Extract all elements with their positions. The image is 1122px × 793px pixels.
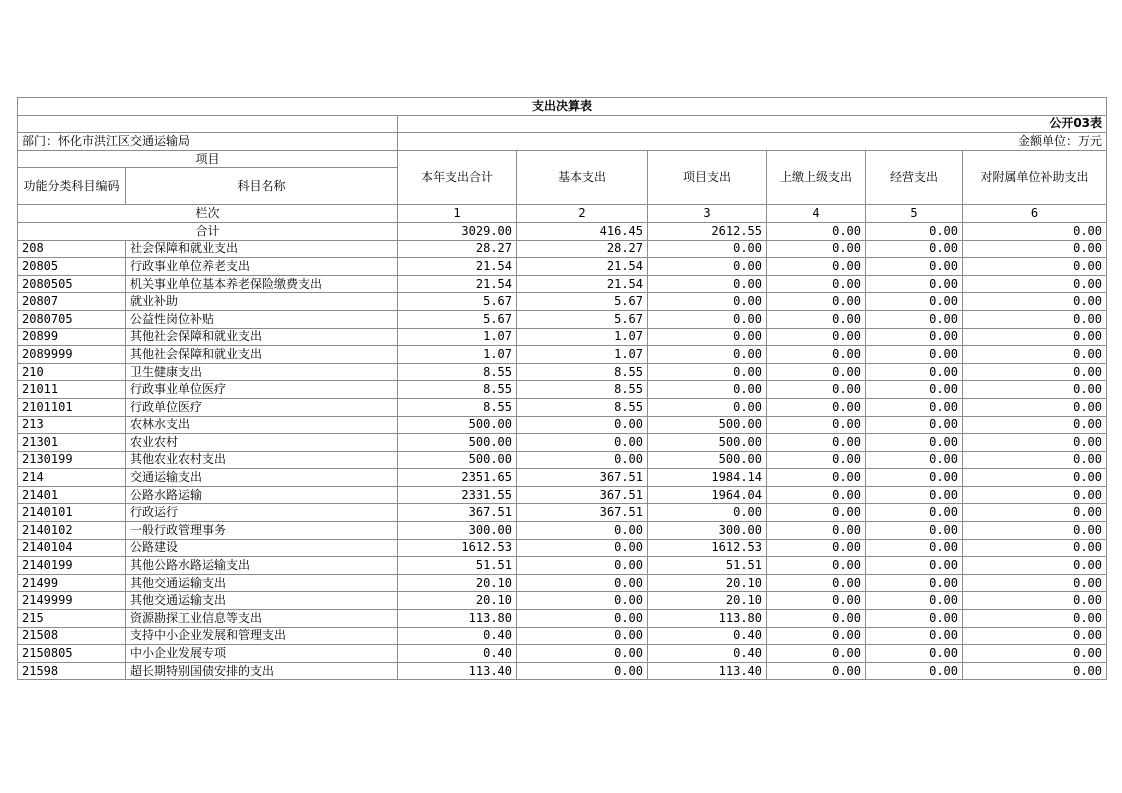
row-total: 500.00 [398, 451, 517, 469]
row-upper: 0.00 [767, 486, 866, 504]
row-business: 0.00 [866, 504, 963, 522]
row-total: 20.10 [398, 574, 517, 592]
table-row [18, 627, 1107, 645]
table-row [18, 557, 1107, 575]
row-basic: 0.00 [517, 557, 648, 575]
row-name: 农业农村 [126, 434, 398, 452]
form-number: 公开03表 [398, 115, 1107, 133]
row-name: 其他交通运输支出 [126, 574, 398, 592]
row-code: 21508 [18, 627, 126, 645]
row-upper: 0.00 [767, 574, 866, 592]
row-name: 就业补助 [126, 293, 398, 311]
row-code: 2140104 [18, 539, 126, 557]
department-label: 部门：怀化市洪江区交通运输局 [18, 133, 398, 151]
row-subsidy: 0.00 [963, 610, 1107, 628]
row-subsidy: 0.00 [963, 451, 1107, 469]
row-basic: 0.00 [517, 662, 648, 680]
header-upper: 上缴上级支出 [767, 150, 866, 205]
row-subsidy: 0.00 [963, 346, 1107, 364]
column-index-6: 6 [963, 205, 1107, 223]
row-basic: 0.00 [517, 574, 648, 592]
row-business: 0.00 [866, 416, 963, 434]
row-code: 213 [18, 416, 126, 434]
row-basic: 0.00 [517, 627, 648, 645]
column-index-label: 栏次 [18, 205, 398, 223]
row-business: 0.00 [866, 293, 963, 311]
row-name: 机关事业单位基本养老保险缴费支出 [126, 275, 398, 293]
row-business: 0.00 [866, 627, 963, 645]
row-total: 0.40 [398, 627, 517, 645]
column-index-3: 3 [648, 205, 767, 223]
row-total: 8.55 [398, 398, 517, 416]
row-name: 中小企业发展专项 [126, 645, 398, 663]
row-total: 113.40 [398, 662, 517, 680]
row-total: 367.51 [398, 504, 517, 522]
column-index-2: 2 [517, 205, 648, 223]
row-name: 行政运行 [126, 504, 398, 522]
row-project: 113.80 [648, 610, 767, 628]
row-code: 21401 [18, 486, 126, 504]
row-code: 20899 [18, 328, 126, 346]
row-upper: 0.00 [767, 662, 866, 680]
row-subsidy: 0.00 [963, 522, 1107, 540]
row-total: 1612.53 [398, 539, 517, 557]
row-business: 0.00 [866, 645, 963, 663]
row-code: 21499 [18, 574, 126, 592]
row-basic: 5.67 [517, 293, 648, 311]
row-total: 2351.65 [398, 469, 517, 487]
row-upper: 0.00 [767, 398, 866, 416]
row-project: 1984.14 [648, 469, 767, 487]
row-project: 0.00 [648, 293, 767, 311]
row-basic: 0.00 [517, 539, 648, 557]
title-row [18, 98, 1107, 116]
row-code: 20805 [18, 258, 126, 276]
row-upper: 0.00 [767, 293, 866, 311]
row-upper: 0.00 [767, 416, 866, 434]
row-basic: 8.55 [517, 381, 648, 399]
row-upper: 0.00 [767, 240, 866, 258]
row-business: 0.00 [866, 451, 963, 469]
row-basic: 8.55 [517, 363, 648, 381]
total-total: 3029.00 [398, 222, 517, 240]
row-basic: 21.54 [517, 275, 648, 293]
row-upper: 0.00 [767, 258, 866, 276]
row-business: 0.00 [866, 398, 963, 416]
table-title: 支出决算表 [18, 98, 1107, 116]
row-project: 0.00 [648, 240, 767, 258]
row-code: 2101101 [18, 398, 126, 416]
row-name: 公路水路运输 [126, 486, 398, 504]
row-business: 0.00 [866, 258, 963, 276]
row-name: 公益性岗位补贴 [126, 310, 398, 328]
row-name: 其他社会保障和就业支出 [126, 328, 398, 346]
row-project: 1612.53 [648, 539, 767, 557]
row-total: 1.07 [398, 328, 517, 346]
row-subsidy: 0.00 [963, 328, 1107, 346]
row-project: 20.10 [648, 592, 767, 610]
row-project: 0.00 [648, 310, 767, 328]
header-name: 科目名称 [126, 168, 398, 205]
row-project: 300.00 [648, 522, 767, 540]
row-name: 其他公路水路运输支出 [126, 557, 398, 575]
row-project: 0.00 [648, 328, 767, 346]
row-code: 2140199 [18, 557, 126, 575]
table-row [18, 539, 1107, 557]
row-total: 8.55 [398, 363, 517, 381]
row-name: 卫生健康支出 [126, 363, 398, 381]
row-name: 农林水支出 [126, 416, 398, 434]
column-index-5: 5 [866, 205, 963, 223]
row-upper: 0.00 [767, 328, 866, 346]
row-code: 21301 [18, 434, 126, 452]
table-row [18, 293, 1107, 311]
row-name: 行政事业单位医疗 [126, 381, 398, 399]
row-basic: 0.00 [517, 522, 648, 540]
row-code: 21011 [18, 381, 126, 399]
unit-label: 金额单位：万元 [398, 133, 1107, 151]
row-name: 交通运输支出 [126, 469, 398, 487]
table-row [18, 328, 1107, 346]
table-row [18, 434, 1107, 452]
row-subsidy: 0.00 [963, 434, 1107, 452]
total-row [18, 222, 1107, 240]
row-total: 20.10 [398, 592, 517, 610]
row-basic: 5.67 [517, 310, 648, 328]
row-basic: 0.00 [517, 592, 648, 610]
row-business: 0.00 [866, 328, 963, 346]
table-row [18, 346, 1107, 364]
row-name: 社会保障和就业支出 [126, 240, 398, 258]
row-total: 500.00 [398, 434, 517, 452]
row-name: 行政单位医疗 [126, 398, 398, 416]
row-code: 210 [18, 363, 126, 381]
row-project: 1964.04 [648, 486, 767, 504]
table-row [18, 574, 1107, 592]
row-basic: 367.51 [517, 504, 648, 522]
header-project: 项目支出 [648, 150, 767, 205]
header-item: 项目 [18, 150, 398, 168]
row-upper: 0.00 [767, 610, 866, 628]
row-business: 0.00 [866, 522, 963, 540]
row-upper: 0.00 [767, 310, 866, 328]
table-row [18, 451, 1107, 469]
row-total: 21.54 [398, 275, 517, 293]
row-total: 21.54 [398, 258, 517, 276]
row-project: 500.00 [648, 416, 767, 434]
row-code: 208 [18, 240, 126, 258]
table-row [18, 240, 1107, 258]
row-total: 5.67 [398, 310, 517, 328]
row-name: 行政事业单位养老支出 [126, 258, 398, 276]
row-code: 2140101 [18, 504, 126, 522]
row-business: 0.00 [866, 346, 963, 364]
row-basic: 28.27 [517, 240, 648, 258]
row-total: 113.80 [398, 610, 517, 628]
row-business: 0.00 [866, 240, 963, 258]
row-subsidy: 0.00 [963, 293, 1107, 311]
total-label: 合计 [18, 222, 398, 240]
row-code: 2080505 [18, 275, 126, 293]
row-project: 500.00 [648, 434, 767, 452]
row-upper: 0.00 [767, 504, 866, 522]
row-business: 0.00 [866, 275, 963, 293]
column-index-1: 1 [398, 205, 517, 223]
row-code: 2130199 [18, 451, 126, 469]
row-total: 51.51 [398, 557, 517, 575]
row-project: 0.00 [648, 275, 767, 293]
row-subsidy: 0.00 [963, 398, 1107, 416]
table-row [18, 610, 1107, 628]
row-project: 0.00 [648, 504, 767, 522]
row-subsidy: 0.00 [963, 645, 1107, 663]
row-name: 其他农业农村支出 [126, 451, 398, 469]
row-basic: 0.00 [517, 416, 648, 434]
table-row [18, 363, 1107, 381]
row-subsidy: 0.00 [963, 310, 1107, 328]
row-upper: 0.00 [767, 346, 866, 364]
row-name: 资源勘探工业信息等支出 [126, 610, 398, 628]
row-subsidy: 0.00 [963, 275, 1107, 293]
row-business: 0.00 [866, 486, 963, 504]
row-project: 113.40 [648, 662, 767, 680]
row-project: 20.10 [648, 574, 767, 592]
row-project: 51.51 [648, 557, 767, 575]
row-basic: 0.00 [517, 434, 648, 452]
table-row [18, 398, 1107, 416]
row-basic: 367.51 [517, 486, 648, 504]
row-name: 支持中小企业发展和管理支出 [126, 627, 398, 645]
row-total: 8.55 [398, 381, 517, 399]
row-subsidy: 0.00 [963, 240, 1107, 258]
total-subsidy: 0.00 [963, 222, 1107, 240]
row-upper: 0.00 [767, 627, 866, 645]
row-upper: 0.00 [767, 557, 866, 575]
row-project: 0.00 [648, 381, 767, 399]
row-total: 1.07 [398, 346, 517, 364]
total-project: 2612.55 [648, 222, 767, 240]
row-basic: 0.00 [517, 451, 648, 469]
row-subsidy: 0.00 [963, 592, 1107, 610]
table-row [18, 258, 1107, 276]
row-upper: 0.00 [767, 522, 866, 540]
row-subsidy: 0.00 [963, 574, 1107, 592]
total-basic: 416.45 [517, 222, 648, 240]
row-upper: 0.00 [767, 381, 866, 399]
row-basic: 1.07 [517, 346, 648, 364]
row-business: 0.00 [866, 592, 963, 610]
row-upper: 0.00 [767, 592, 866, 610]
table-row [18, 592, 1107, 610]
table-row [18, 416, 1107, 434]
row-project: 0.00 [648, 258, 767, 276]
row-code: 214 [18, 469, 126, 487]
table-row [18, 662, 1107, 680]
row-business: 0.00 [866, 610, 963, 628]
total-upper: 0.00 [767, 222, 866, 240]
row-total: 300.00 [398, 522, 517, 540]
header-basic: 基本支出 [517, 150, 648, 205]
row-basic: 367.51 [517, 469, 648, 487]
row-project: 0.40 [648, 627, 767, 645]
row-business: 0.00 [866, 574, 963, 592]
row-basic: 8.55 [517, 398, 648, 416]
row-name: 公路建设 [126, 539, 398, 557]
table-row [18, 381, 1107, 399]
table-row [18, 522, 1107, 540]
header-row-1 [18, 150, 1107, 168]
row-code: 2089999 [18, 346, 126, 364]
row-business: 0.00 [866, 662, 963, 680]
row-basic: 21.54 [517, 258, 648, 276]
row-subsidy: 0.00 [963, 363, 1107, 381]
row-name: 超长期特别国债安排的支出 [126, 662, 398, 680]
header-subsidy: 对附属单位补助支出 [963, 150, 1107, 205]
row-business: 0.00 [866, 381, 963, 399]
table-row [18, 310, 1107, 328]
row-upper: 0.00 [767, 275, 866, 293]
row-code: 2149999 [18, 592, 126, 610]
row-project: 500.00 [648, 451, 767, 469]
row-subsidy: 0.00 [963, 627, 1107, 645]
row-code: 21598 [18, 662, 126, 680]
row-subsidy: 0.00 [963, 486, 1107, 504]
row-basic: 1.07 [517, 328, 648, 346]
table-row [18, 645, 1107, 663]
row-subsidy: 0.00 [963, 557, 1107, 575]
table-row [18, 504, 1107, 522]
row-total: 5.67 [398, 293, 517, 311]
row-project: 0.00 [648, 398, 767, 416]
column-index-row [18, 205, 1107, 223]
row-code: 2080705 [18, 310, 126, 328]
header-code: 功能分类科目编码 [18, 168, 126, 205]
row-code: 20807 [18, 293, 126, 311]
row-code: 2150805 [18, 645, 126, 663]
row-code: 215 [18, 610, 126, 628]
row-name: 其他社会保障和就业支出 [126, 346, 398, 364]
row-upper: 0.00 [767, 434, 866, 452]
row-subsidy: 0.00 [963, 258, 1107, 276]
row-subsidy: 0.00 [963, 539, 1107, 557]
row-project: 0.40 [648, 645, 767, 663]
table-row [18, 275, 1107, 293]
row-name: 一般行政管理事务 [126, 522, 398, 540]
row-upper: 0.00 [767, 469, 866, 487]
row-total: 0.40 [398, 645, 517, 663]
row-business: 0.00 [866, 363, 963, 381]
row-name: 其他交通运输支出 [126, 592, 398, 610]
row-upper: 0.00 [767, 363, 866, 381]
row-business: 0.00 [866, 434, 963, 452]
total-business: 0.00 [866, 222, 963, 240]
header-business: 经营支出 [866, 150, 963, 205]
row-total: 2331.55 [398, 486, 517, 504]
row-total: 28.27 [398, 240, 517, 258]
row-business: 0.00 [866, 557, 963, 575]
row-subsidy: 0.00 [963, 662, 1107, 680]
row-subsidy: 0.00 [963, 469, 1107, 487]
row-basic: 0.00 [517, 610, 648, 628]
row-business: 0.00 [866, 310, 963, 328]
row-code: 2140102 [18, 522, 126, 540]
row-basic: 0.00 [517, 645, 648, 663]
column-index-4: 4 [767, 205, 866, 223]
form-no-row [18, 115, 1107, 133]
table-row [18, 469, 1107, 487]
row-upper: 0.00 [767, 645, 866, 663]
row-subsidy: 0.00 [963, 416, 1107, 434]
row-subsidy: 0.00 [963, 381, 1107, 399]
row-subsidy: 0.00 [963, 504, 1107, 522]
row-project: 0.00 [648, 346, 767, 364]
meta-row [18, 133, 1107, 151]
row-upper: 0.00 [767, 451, 866, 469]
table-row [18, 486, 1107, 504]
row-upper: 0.00 [767, 539, 866, 557]
header-total: 本年支出合计 [398, 150, 517, 205]
row-total: 500.00 [398, 416, 517, 434]
expenditure-table [17, 97, 1107, 680]
row-business: 0.00 [866, 469, 963, 487]
expenditure-sheet [17, 97, 1106, 680]
row-project: 0.00 [648, 363, 767, 381]
row-business: 0.00 [866, 539, 963, 557]
